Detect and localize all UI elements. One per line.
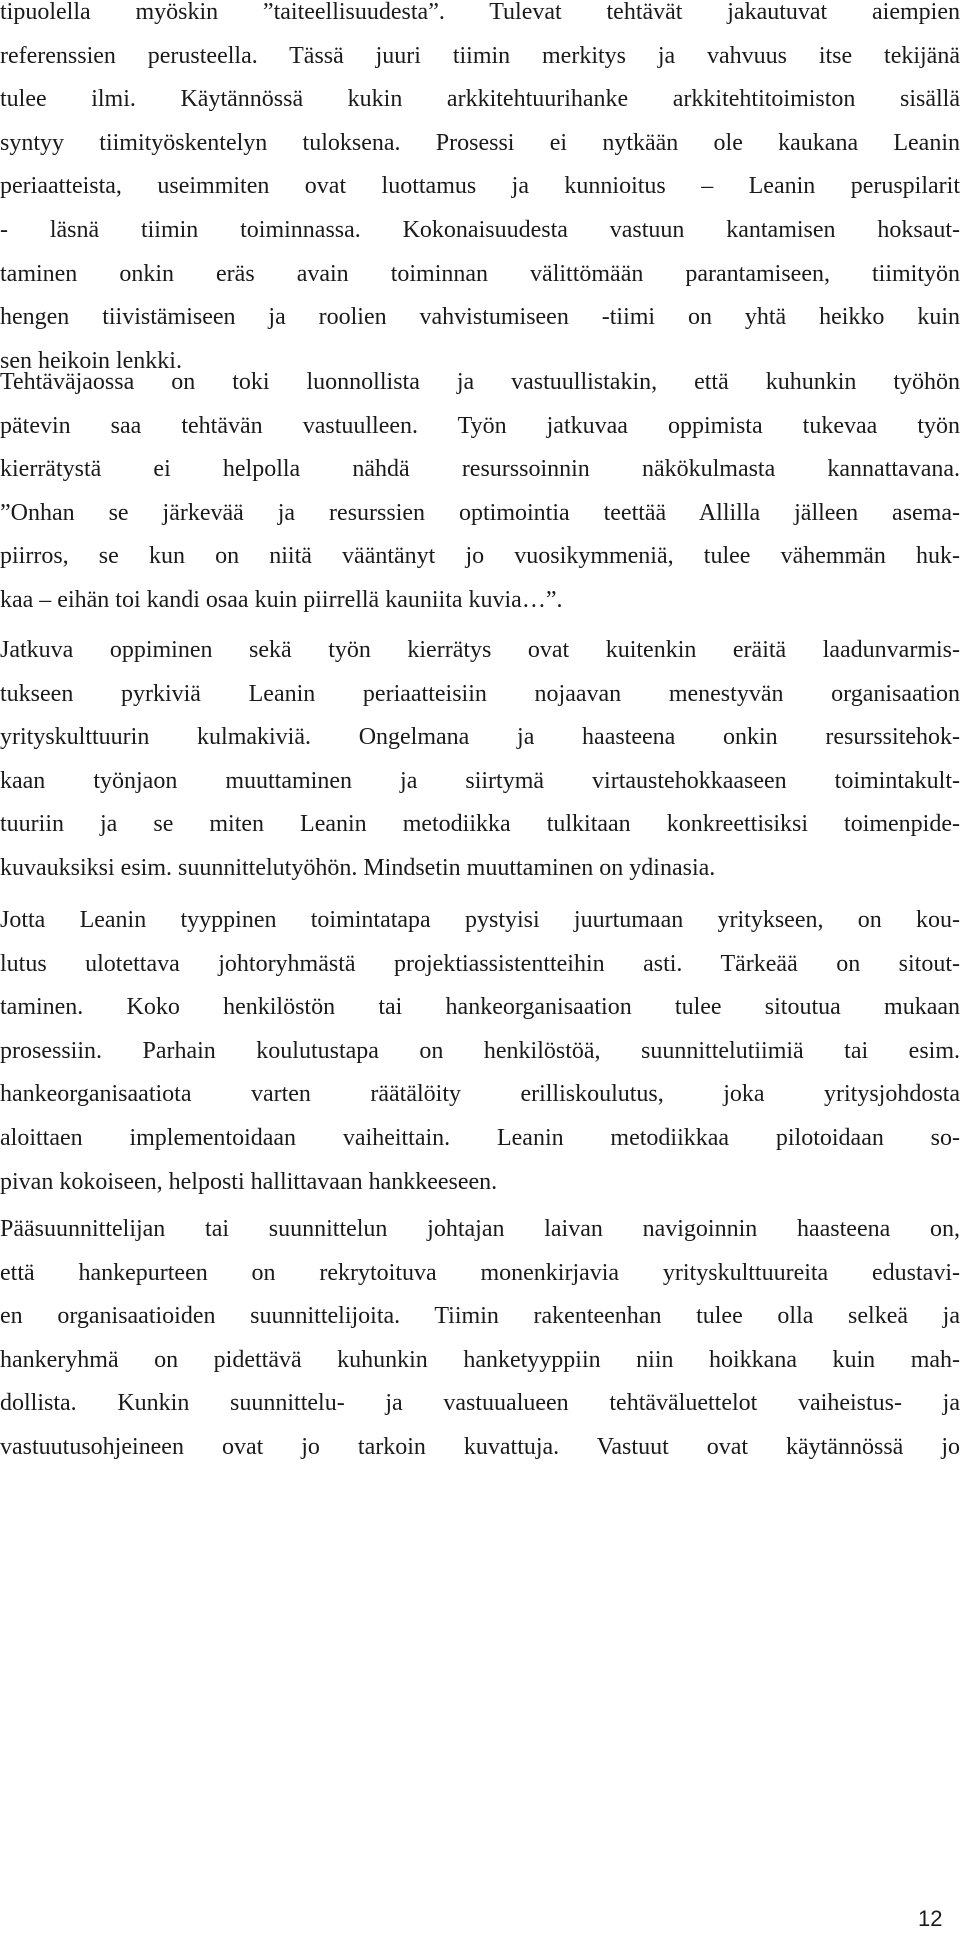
text-line: kierrätystä ei helpolla nähdä resurssoinnin näkökulmasta kannattavana. xyxy=(0,456,960,483)
text-line: sen heikoin lenkki. xyxy=(0,347,182,374)
text-line: kuvauksiksi esim. suunnittelutyöhön. Mindsetin muuttaminen on ydinasia. xyxy=(0,855,716,881)
text-line: ”Onhan se järkevää ja resurssien optimointia teettää Allilla jälleen asema- xyxy=(0,499,960,526)
text-line: tulee ilmi. Käytännössä kukin arkkitehtuurihanke arkkitehtitoimiston sisällä xyxy=(0,86,960,113)
text-line: hankeorganisaatiota varten räätälöity erilliskoulutus, joka yritysjohdosta xyxy=(0,1081,960,1108)
text-line: tuuriin ja se miten Leanin metodiikka tulkitaan konkreettisiksi toimenpide- xyxy=(0,811,960,838)
text-line: pätevin saa tehtävän vastuulleen. Työn jatkuvaa oppimista tukevaa työn xyxy=(0,412,960,439)
text-line: hankeryhmä on pidettävä kuhunkin hanketyyppiin niin hoikkana kuin mah- xyxy=(0,1346,960,1373)
text-line: lutus ulotettava johtoryhmästä projektiassistentteihin asti. Tärkeää on sitout- xyxy=(0,950,960,977)
text-line: Jatkuva oppiminen sekä työn kierrätys ovat kuitenkin eräitä laadunvarmis- xyxy=(0,637,960,663)
text-line: piirros, se kun on niitä vääntänyt jo vuosikymmeniä, tulee vähemmän huk- xyxy=(0,543,960,570)
text-line: Pääsuunnittelijan tai suunnittelun johtajan laivan navigoinnin haasteena on, xyxy=(0,1216,960,1242)
page-number: 12 xyxy=(918,1906,943,1931)
text-line: en organisaatioiden suunnittelijoita. Tiimin rakenteenhan tulee olla selkeä ja xyxy=(0,1303,960,1330)
text-line: Tehtäväjaossa on toki luonnollista ja vastuullistakin, että kuhunkin työhön xyxy=(0,369,960,395)
text-line: Jotta Leanin tyyppinen toimintatapa pystyisi juurtumaan yritykseen, on kou- xyxy=(0,907,960,933)
text-line: tukseen pyrkiviä Leanin periaatteisiin nojaavan menestyvän organisaation xyxy=(0,680,960,707)
text-line: vastuutusohjeineen ovat jo tarkoin kuvattuja. Vastuut ovat käytännössä jo xyxy=(0,1434,960,1460)
text-line: hengen tiivistämiseen ja roolien vahvistumiseen -tiimi on yhtä heikko kuin xyxy=(0,304,960,331)
text-line: kaa – eihän toi kandi osaa kuin piirrellä kauniita kuvia…”. xyxy=(0,587,563,613)
text-line: pivan kokoiseen, helposti hallittavaan hankkeeseen. xyxy=(0,1168,498,1195)
text-line: tipuolella myöskin ”taiteellisuudesta”. Tulevat tehtävät jakautuvat aiempien xyxy=(0,0,960,25)
text-line: - läsnä tiimin toiminnassa. Kokonaisuudesta vastuun kantamisen hoksaut- xyxy=(0,217,960,243)
text-line: dollista. Kunkin suunnittelu- ja vastuualueen tehtäväluettelot vaiheistus- ja xyxy=(0,1390,960,1417)
text-line: periaatteista, useimmiten ovat luottamus ja kunnioitus – Leanin peruspilarit xyxy=(0,173,960,200)
text-line: että hankepurteen on rekrytoituva monenkirjavia yrityskulttuureita edustavi- xyxy=(0,1259,960,1286)
text-line: kaan työnjaon muuttaminen ja siirtymä virtaustehokkaaseen toimintakult- xyxy=(0,767,960,794)
text-line: taminen. Koko henkilöstön tai hankeorganisaation tulee sitoutua mukaan xyxy=(0,994,960,1021)
text-line: prosessiin. Parhain koulutustapa on henkilöstöä, suunnittelutiimiä tai esim. xyxy=(0,1037,960,1064)
text-line: aloittaen implementoidaan vaiheittain. Leanin metodiikkaa pilotoidaan so- xyxy=(0,1125,960,1151)
text-line: yrityskulttuurin kulmakiviä. Ongelmana ja haasteena onkin resurssitehok- xyxy=(0,724,960,751)
text-line: taminen onkin eräs avain toiminnan välittömään parantamiseen, tiimityön xyxy=(0,260,960,287)
text-line: referenssien perusteella. Tässä juuri tiimin merkitys ja vahvuus itse tekijänä xyxy=(0,42,960,69)
text-line: syntyy tiimityöskentelyn tuloksena. Prosessi ei nytkään ole kaukana Leanin xyxy=(0,129,960,156)
